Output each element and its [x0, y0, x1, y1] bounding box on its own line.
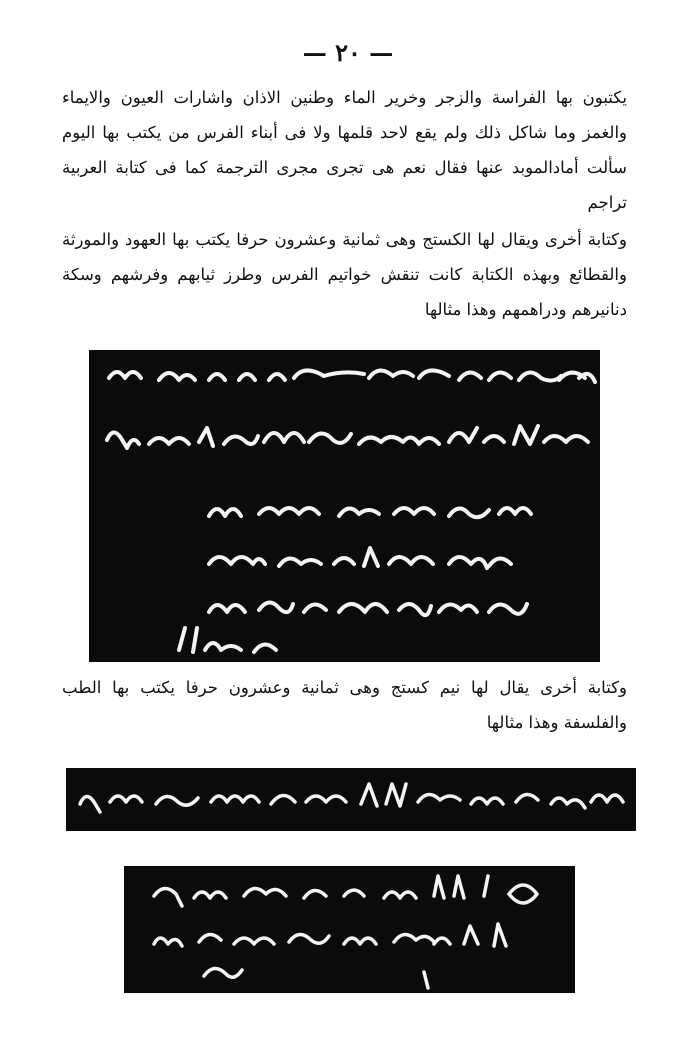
page-number: — ٢٠ — — [302, 38, 394, 67]
paragraph-2 — [62, 222, 627, 327]
paragraph-text: وكتابة أخرى ويقال لها الكستج وهى ثمانية وعشرون حرفا يكتب بها العهود والمورثة والقطائع وبهذه الكتابة كانت تنقش خواتيم الفرس وطرز ثيابهم وفرشهم وسكة دنانيرهم ودراهمهم وهذا مثالها — [62, 230, 627, 319]
nim-kastaj-alphabet-sample-image — [124, 866, 575, 993]
paragraph-3 — [62, 670, 627, 740]
paragraph-text: وكتابة أخرى يقال لها نيم كستج وهى ثمانية وعشرون حرفا يكتب بها الطب والفلسفة وهذا مثالها — [62, 678, 627, 732]
kastaj-script-sample-image — [89, 350, 600, 662]
paragraph-1 — [62, 80, 627, 220]
paragraph-text: يكتبون بها الفراسة والزجر وخرير الماء وطنين الاذان واشارات العيون والايماء والغمز وما شاكل ذلك ولم يقع لاحد قلمها ولا فى أبناء الفرس من يكتب بها اليوم سألت أمادالموبد عنها فقال نعم هى تجرى مجرى الترجمة كما فى كتابة العربية تراجم — [62, 88, 627, 212]
nim-kastaj-strip-sample-image — [66, 768, 636, 831]
